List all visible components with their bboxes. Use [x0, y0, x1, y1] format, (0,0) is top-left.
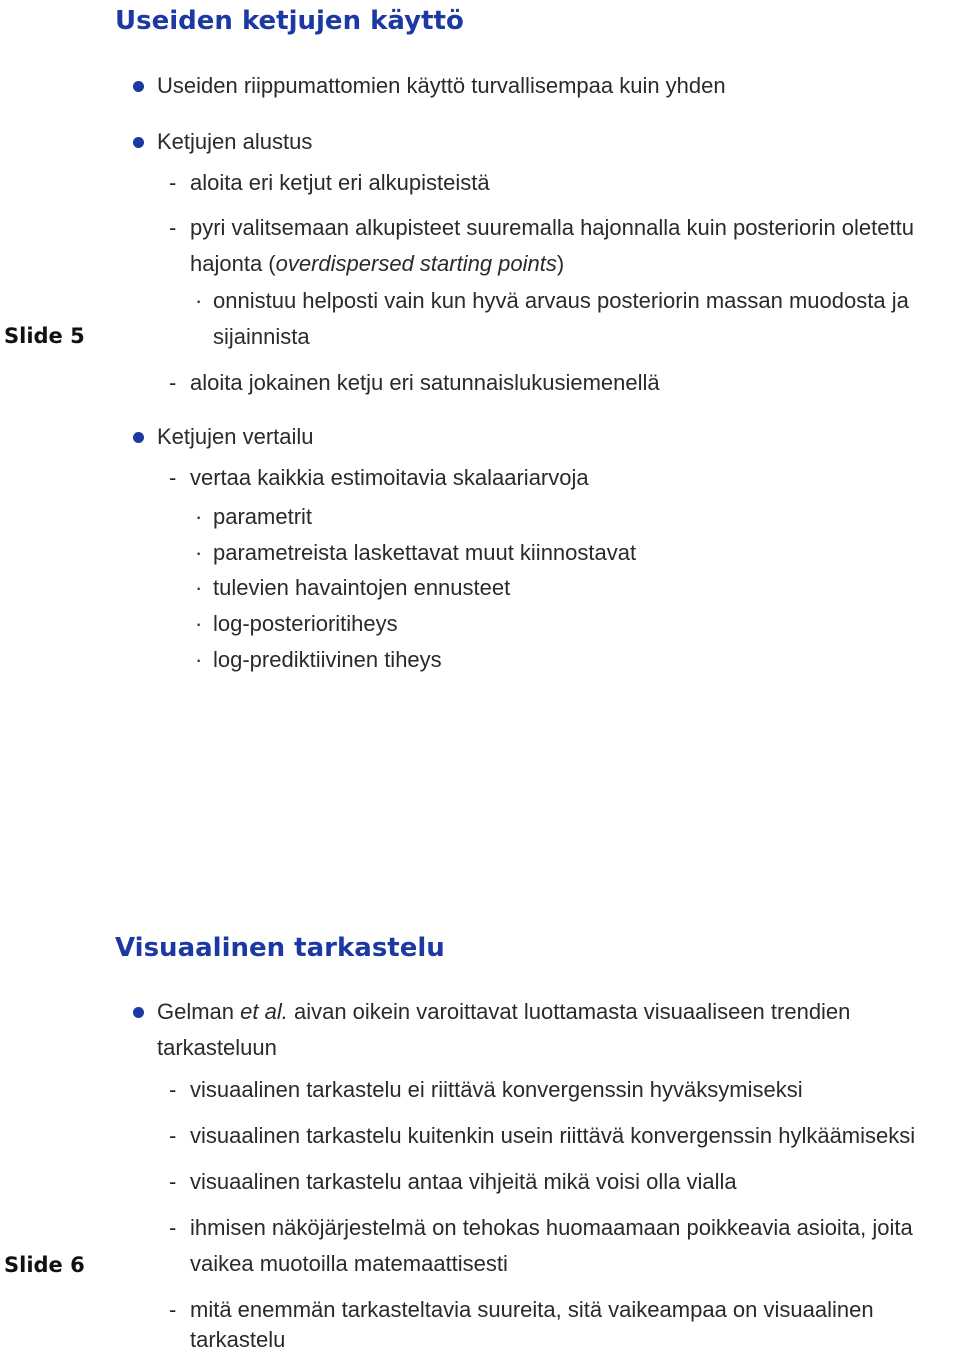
sub-item: mitä enemmän tarkasteltavia suureita, sitä vaikeampaa on visuaalinen	[190, 1297, 874, 1322]
bullet-item-continuation: tarkasteluun	[157, 1035, 277, 1060]
sub-item: visuaalinen tarkastelu kuitenkin usein riittävä konvergenssin hylkäämiseksi	[190, 1123, 916, 1148]
slide-label: Slide 6	[4, 1253, 85, 1277]
dash-marker: -	[169, 215, 177, 240]
dash-marker: -	[169, 1169, 177, 1194]
text-fragment: aivan oikein varoittavat luottamasta visuaaliseen trendien	[287, 999, 851, 1024]
sub-item: vertaa kaikkia estimoitavia skalaariarvoja	[190, 465, 589, 490]
sub-item-continuation: vaikea muotoilla matemaattisesti	[190, 1251, 508, 1276]
dot-marker: ·	[195, 611, 203, 636]
slide-label: Slide 5	[4, 324, 85, 348]
slide-title: Visuaalinen tarkastelu	[115, 933, 445, 963]
bullet-marker	[133, 432, 144, 443]
sub-item: ihmisen näköjärjestelmä on tehokas huomaamaan poikkeavia asioita, joita	[190, 1215, 913, 1240]
sub-sub-item: onnistuu helposti vain kun hyvä arvaus posteriorin massan muodosta ja	[213, 288, 909, 313]
bullet-item: Useiden riippumattomien käyttö turvallisempaa kuin yhden	[157, 73, 726, 98]
list-item: tulevien havaintojen ennusteet	[213, 575, 511, 600]
text-fragment: Gelman	[157, 999, 241, 1024]
text-fragment: )	[556, 251, 565, 276]
bullet-item: Ketjujen vertailu	[157, 424, 314, 449]
dot-marker: ·	[195, 504, 203, 529]
sub-item-continuation	[190, 249, 564, 279]
sub-item: visuaalinen tarkastelu antaa vihjeitä mikä voisi olla vialla	[190, 1169, 737, 1194]
dash-marker: -	[169, 1077, 177, 1102]
sub-item: visuaalinen tarkastelu ei riittävä konvergenssin hyväksymiseksi	[190, 1077, 803, 1102]
dash-marker: -	[169, 370, 177, 395]
list-item: log-prediktiivinen tiheys	[213, 647, 442, 672]
dash-marker: -	[169, 1297, 177, 1322]
sub-item-continuation: tarkastelu	[190, 1327, 286, 1352]
sub-item: pyri valitsemaan alkupisteet suuremalla hajonnalla kuin posteriorin oletettu	[190, 215, 914, 240]
text-fragment: hajonta (	[190, 251, 276, 276]
sub-item: aloita jokainen ketju eri satunnaislukusiemenellä	[190, 370, 660, 395]
bullet-marker	[133, 137, 144, 148]
bullet-marker	[133, 81, 144, 92]
sub-item: aloita eri ketjut eri alkupisteistä	[190, 170, 490, 195]
dot-marker: ·	[195, 575, 203, 600]
list-item: parametrit	[213, 504, 313, 529]
dash-marker: -	[169, 1215, 177, 1240]
emphasis-text: et al.	[240, 999, 288, 1024]
list-item: log-posterioritiheys	[213, 611, 398, 636]
dot-marker: ·	[195, 288, 203, 313]
dot-marker: ·	[195, 540, 203, 565]
sub-sub-item-continuation: sijainnista	[213, 324, 310, 349]
bullet-item	[157, 997, 850, 1027]
emphasis-text: overdispersed starting points	[275, 251, 557, 276]
dot-marker: ·	[195, 647, 203, 672]
list-item: parametreista laskettavat muut kiinnostavat	[213, 540, 637, 565]
dash-marker: -	[169, 465, 177, 490]
bullet-marker	[133, 1007, 144, 1018]
dash-marker: -	[169, 170, 177, 195]
dash-marker: -	[169, 1123, 177, 1148]
slide-title: Useiden ketjujen käyttö	[115, 6, 464, 36]
bullet-item: Ketjujen alustus	[157, 129, 313, 154]
